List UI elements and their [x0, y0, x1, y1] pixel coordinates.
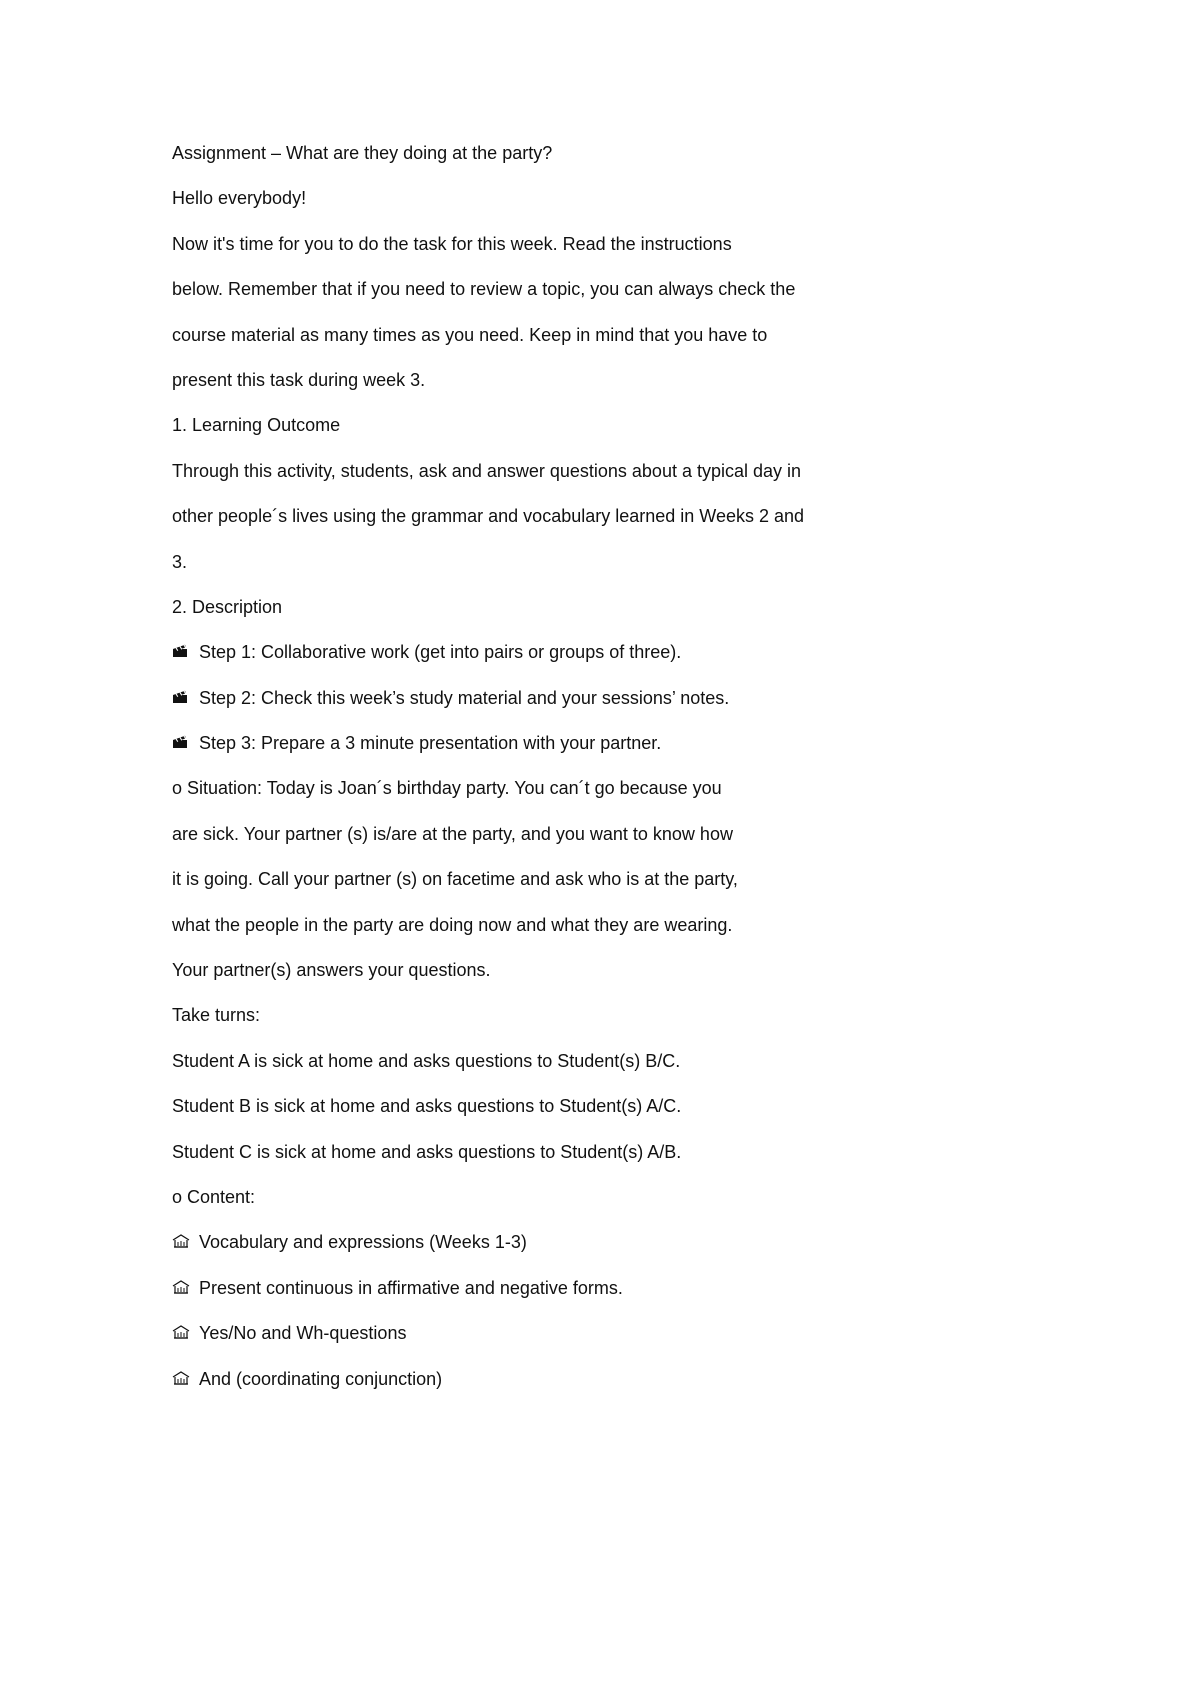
- step-item: [172, 641, 932, 686]
- situation-line: it is going. Call your partner (s) on facetime and ask who is at the party,: [172, 869, 738, 890]
- student-turn-line: Student B is sick at home and asks questions to Student(s) A/C.: [172, 1096, 682, 1117]
- take-turns-label: Take turns:: [172, 1005, 261, 1026]
- content-item-text: Vocabulary and expressions (Weeks 1-3): [199, 1232, 527, 1253]
- section-heading-learning-outcome: 1. Learning Outcome: [172, 415, 341, 436]
- content-label: o Content:: [172, 1186, 256, 1207]
- situation-line: Your partner(s) answers your questions.: [172, 960, 491, 981]
- school-building-icon: [172, 1324, 192, 1346]
- situation-line: o Situation: Today is Joan´s birthday party. You can´t go because you: [172, 778, 722, 799]
- intro-line: course material as many times as you need. Keep in mind that you have to: [172, 324, 768, 345]
- situation-line: are sick. Your partner (s) is/are at the party, and you want to know how: [172, 823, 733, 844]
- document-body: [172, 142, 932, 1413]
- step-text: Step 2: Check this week’s study material and your sessions’ notes.: [199, 687, 730, 708]
- content-item: [172, 1231, 932, 1276]
- school-building-icon: [172, 1233, 192, 1255]
- content-item: [172, 1277, 932, 1322]
- step-item: [172, 687, 932, 732]
- learning-outcome-line: Through this activity, students, ask and answer questions about a typical day in: [172, 460, 802, 481]
- intro-line: Now it's time for you to do the task for this week. Read the instructions: [172, 233, 732, 254]
- step-text: Step 3: Prepare a 3 minute presentation with your partner.: [199, 733, 662, 754]
- situation-line: what the people in the party are doing now and what they are wearing.: [172, 914, 733, 935]
- clapperboard-icon: [172, 643, 192, 665]
- school-building-icon: [172, 1279, 192, 1301]
- school-building-icon: [172, 1370, 192, 1392]
- step-item: [172, 732, 932, 777]
- intro-line: present this task during week 3.: [172, 369, 426, 390]
- learning-outcome-line: 3.: [172, 551, 188, 572]
- clapperboard-icon: [172, 689, 192, 711]
- student-turn-line: Student C is sick at home and asks questions to Student(s) A/B.: [172, 1141, 682, 1162]
- student-turn-line: Student A is sick at home and asks questions to Student(s) B/C.: [172, 1050, 681, 1071]
- content-item-text: Present continuous in affirmative and negative forms.: [199, 1277, 623, 1298]
- assignment-title: Assignment – What are they doing at the party?: [172, 143, 553, 163]
- step-text: Step 1: Collaborative work (get into pairs or groups of three).: [199, 642, 682, 663]
- greeting: Hello everybody!: [172, 188, 307, 209]
- learning-outcome-line: other people´s lives using the grammar and vocabulary learned in Weeks 2 and: [172, 506, 805, 527]
- clapperboard-icon: [172, 734, 192, 756]
- section-heading-description: 2. Description: [172, 596, 283, 617]
- content-item: [172, 1368, 932, 1413]
- content-item-text: Yes/No and Wh-questions: [199, 1323, 407, 1344]
- content-item-text: And (coordinating conjunction): [199, 1368, 443, 1389]
- intro-line: below. Remember that if you need to review a topic, you can always check the: [172, 279, 796, 300]
- content-item: [172, 1322, 932, 1367]
